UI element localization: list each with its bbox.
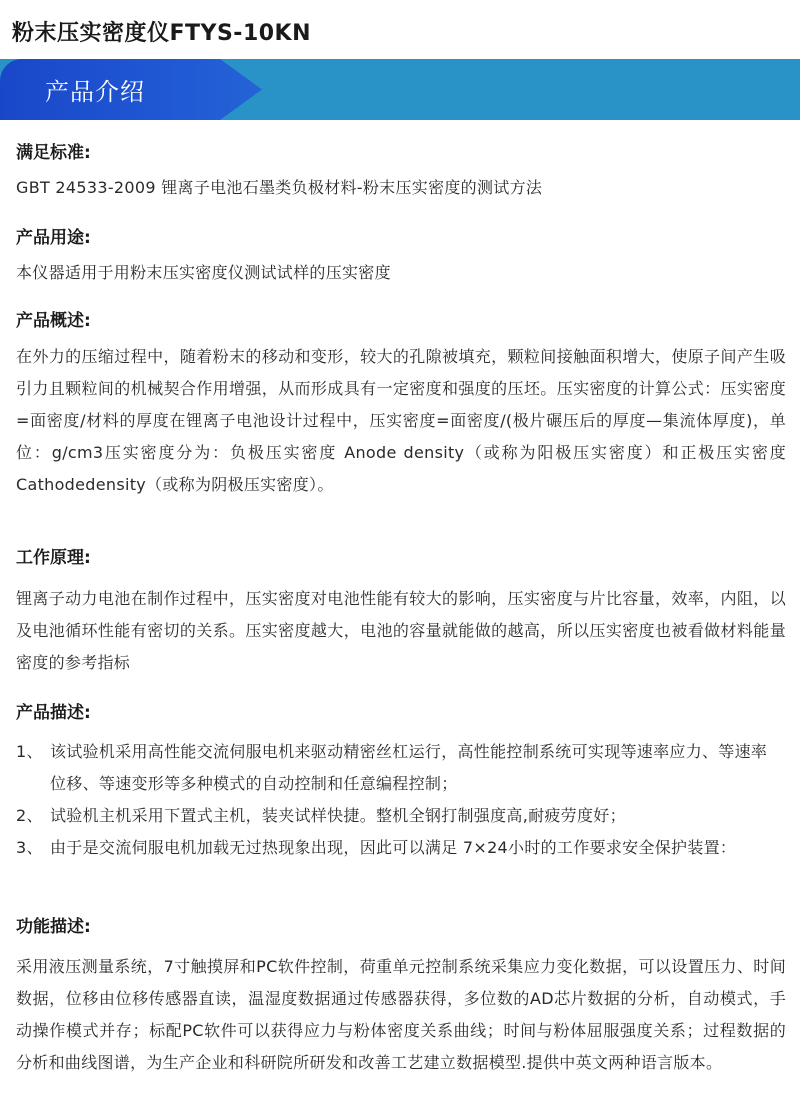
banner-label: 产品介绍	[45, 78, 145, 106]
principle-heading: 工作原理:	[16, 548, 91, 568]
list-item-number: 2、	[16, 806, 43, 825]
function-text: 采用液压测量系统，7寸触摸屏和PC软件控制，荷重单元控制系统采集应力变化数据，可以设置压力、时间数据，位移由位移传感器直读，温湿度数据通过传感器获得，多位数的AD芯片数据的分析，自动模式，手动操作模式并存；标配PC软件可以获得应力与粉体密度关系曲线；时间与粉体屈服强度关系；过程数据的分析和曲线图谱，为生产企业和科研院所研发和改善工艺建立数据模型.提供中英文两种语言版本。	[16, 957, 786, 1072]
list-item	[16, 800, 776, 832]
description-heading: 产品描述:	[16, 703, 91, 723]
list-item-number: 3、	[16, 838, 43, 857]
usage-heading: 产品用途:	[16, 228, 91, 248]
standard-heading: 满足标准:	[16, 143, 91, 163]
overview-heading: 产品概述:	[16, 311, 91, 331]
page-title: 粉末压实密度仪FTYS-10KN	[12, 21, 312, 46]
section-banner	[0, 59, 800, 120]
list-item-text: 由于是交流伺服电机加载无过热现象出现，因此可以满足 7×24小时的工作要求安全保护装置：	[50, 838, 737, 857]
list-item-text: 试验机主机采用下置式主机，装夹试样快捷。整机全钢打制强度高,耐疲劳度好；	[50, 806, 626, 825]
list-item	[16, 736, 776, 800]
principle-text: 锂离子动力电池在制作过程中，压实密度对电池性能有较大的影响，压实密度与片比容量，效率，内阻，以及电池循环性能有密切的关系。压实密度越大，电池的容量就能做的越高，所以压实密度也被看做材料能量密度的参考指标	[16, 589, 786, 672]
list-item-text: 该试验机采用高性能交流伺服电机来驱动精密丝杠运行，高性能控制系统可实现等速率应力、等速率位移、等速变形等多种模式的自动控制和任意编程控制；	[50, 742, 768, 793]
usage-text: 本仪器适用于用粉末压实密度仪测试试样的压实密度	[16, 263, 391, 282]
standard-text: GBT 24533-2009 锂离子电池石墨类负极材料-粉末压实密度的测试方法	[16, 178, 543, 197]
overview-text: 在外力的压缩过程中，随着粉末的移动和变形，较大的孔隙被填充，颗粒间接触面积增大，使原子间产生吸引力且颗粒间的机械契合作用增强，从而形成具有一定密度和强度的压坯。压实密度的计算公式：压实密度=面密度/材料的厚度在锂离子电池设计过程中，压实密度=面密度/(极片碾压后的厚度—集流体厚度)，单 位：g/cm3压实密度分为：负极压实密度 Anode density（或称为阳极压实密度）和正极压实密度 Cathodedensity（或称为阴极压实密度）。	[16, 347, 786, 494]
list-item-number: 1、	[16, 742, 43, 761]
function-heading: 功能描述:	[16, 917, 91, 937]
list-item	[16, 832, 776, 864]
